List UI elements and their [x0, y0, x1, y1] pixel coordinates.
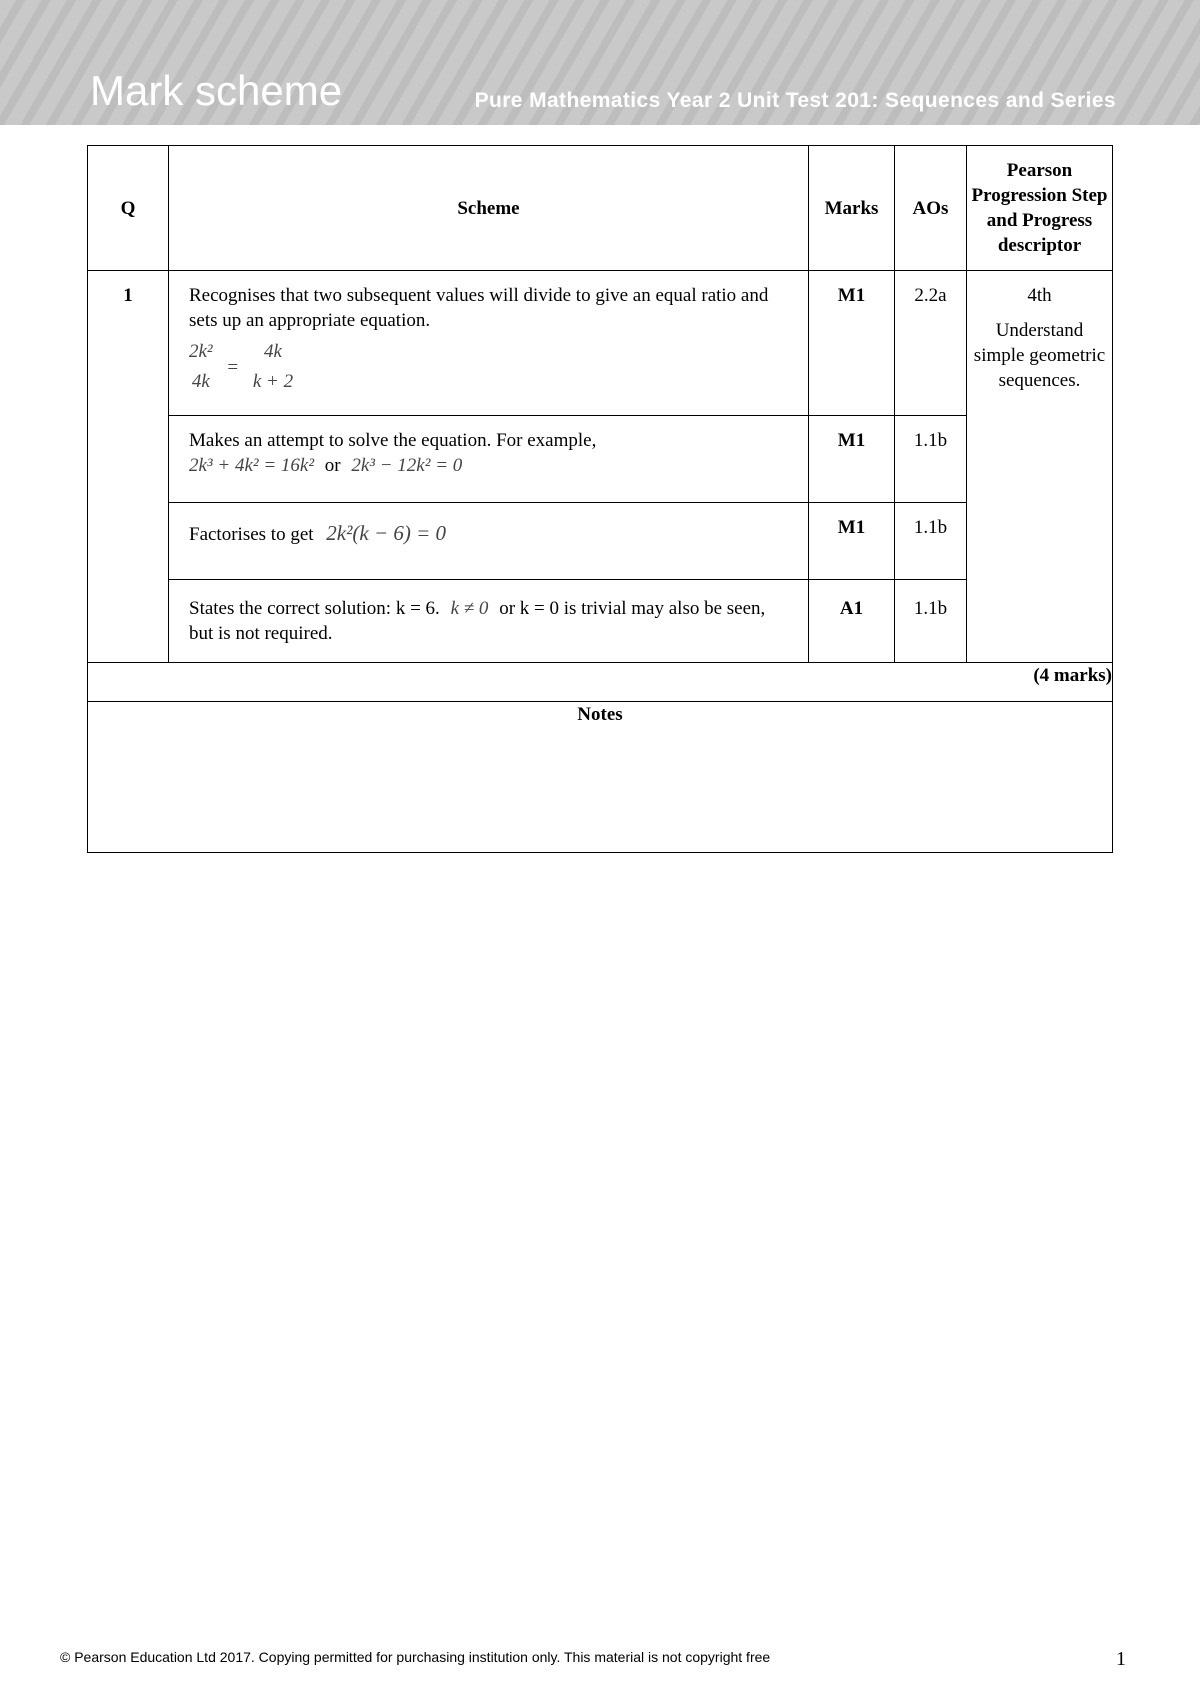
table-header-row	[88, 146, 1113, 271]
page-number: 1	[1116, 1648, 1126, 1670]
total-row	[88, 663, 1113, 702]
scheme-cell	[169, 503, 809, 580]
fraction-denominator: k + 2	[252, 371, 294, 392]
ao-cell: 2.2a	[895, 271, 967, 416]
mark-cell: A1	[809, 580, 895, 663]
equation-a: 2k³ + 4k² = 16k²	[189, 455, 315, 476]
fraction-numerator: 2k²	[189, 341, 213, 362]
col-header-aos: AOs	[895, 146, 967, 271]
factorised-equation: 2k²(k − 6) = 0	[326, 521, 447, 545]
scheme-text: Factorises to get	[189, 524, 314, 545]
table-row	[88, 580, 1113, 663]
mark-cell: M1	[809, 271, 895, 416]
notes-row	[88, 702, 1113, 853]
scheme-cell	[169, 271, 809, 416]
ratio-equation	[189, 337, 790, 397]
progress-step: 4th	[1027, 285, 1052, 306]
mark-cell: M1	[809, 503, 895, 580]
scheme-cell	[169, 416, 809, 503]
or-text: or	[324, 455, 341, 476]
col-header-scheme: Scheme	[169, 146, 809, 271]
mark-scheme-table	[87, 145, 1113, 853]
solve-equations	[189, 453, 790, 478]
equals-sign: =	[227, 356, 239, 378]
fraction-denominator: 4k	[191, 371, 210, 392]
scheme-text: States the correct solution: k = 6.	[189, 598, 440, 619]
table-row	[88, 503, 1113, 580]
fraction-left	[189, 337, 213, 397]
total-marks: (4 marks)	[88, 663, 1113, 702]
table-row	[88, 271, 1113, 416]
notes-label: Notes	[88, 702, 1113, 853]
equation-b: 2k³ − 12k² = 0	[351, 455, 463, 476]
scheme-text: Makes an attempt to solve the equation. For example,	[189, 430, 597, 451]
progress-cell	[967, 271, 1113, 663]
mark-cell: M1	[809, 416, 895, 503]
question-number: 1	[88, 271, 169, 663]
header-subtitle: Pure Mathematics Year 2 Unit Test 201: Sequences and Series	[474, 89, 1116, 112]
scheme-cell	[169, 580, 809, 663]
table-row	[88, 416, 1113, 503]
ao-cell: 1.1b	[895, 416, 967, 503]
ao-cell: 1.1b	[895, 503, 967, 580]
fraction-numerator: 4k	[264, 341, 282, 362]
col-header-progress: Pearson Progression Step and Progress descriptor	[967, 146, 1113, 271]
footer-copyright: © Pearson Education Ltd 2017. Copying permitted for purchasing institution only. This material is not copyright free	[60, 1649, 771, 1665]
page-header	[0, 0, 1200, 125]
header-title: Mark scheme	[90, 67, 343, 114]
scheme-text-continued: or k = 0 is trivial may also be seen, but is not required.	[189, 598, 766, 644]
ao-cell: 1.1b	[895, 580, 967, 663]
scheme-text: Recognises that two subsequent values will divide to give an equal ratio and sets up an appropriate equation.	[189, 285, 769, 331]
progress-descriptor: Understand simple geometric sequences.	[973, 320, 1106, 391]
col-header-marks: Marks	[809, 146, 895, 271]
nonzero-condition: k ≠ 0	[450, 598, 489, 619]
fraction-right	[253, 337, 293, 397]
col-header-q: Q	[88, 146, 169, 271]
